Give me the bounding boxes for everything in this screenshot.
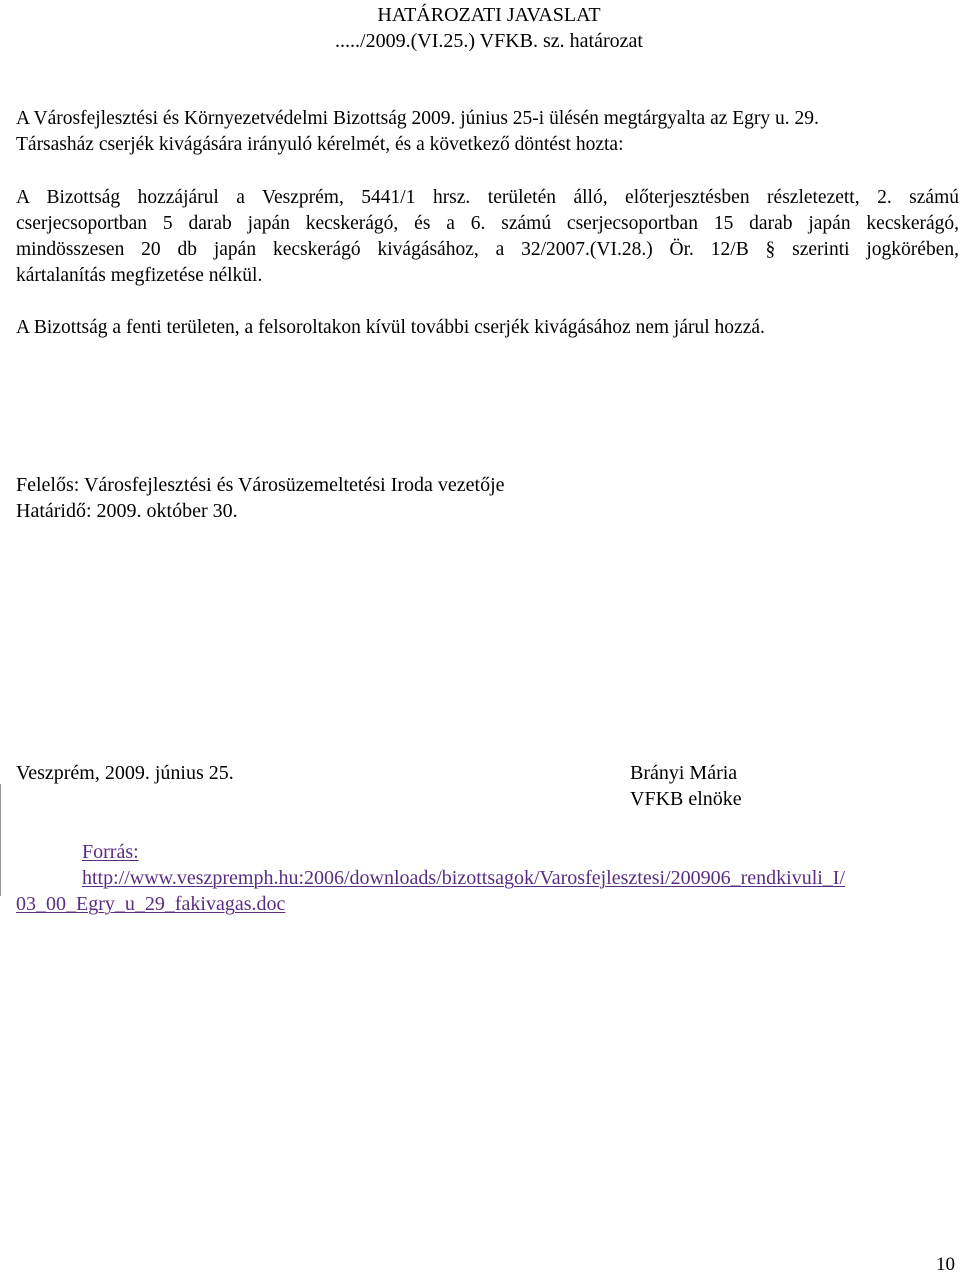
decision-line-3: mindösszesen 20 db japán kecskerágó kivágásához, a 32/2007.(VI.28.) Ör. 12/B § szerinti jogkörében, xyxy=(16,239,959,260)
signatory-name: Brányi Mária xyxy=(630,762,738,784)
document-title: HATÁROZATI JAVASLAT xyxy=(377,4,601,26)
resolution-reference: ...../2009.(VI.25.) VFKB. sz. határozat xyxy=(335,30,643,52)
margin-rule xyxy=(0,784,1,896)
signatory-title: VFKB elnöke xyxy=(630,788,742,810)
place-date: Veszprém, 2009. június 25. xyxy=(16,762,234,784)
responsible-line: Felelős: Városfejlesztési és Városüzemeltetési Iroda vezetője xyxy=(16,474,505,496)
page-number: 10 xyxy=(936,1254,955,1275)
decision-line-1: A Bizottság hozzájárul a Veszprém, 5441/1 hrsz. területén álló, előterjesztésben részletezett, 2. számú xyxy=(16,187,959,208)
source-label-link[interactable]: Forrás: xyxy=(82,841,139,863)
source-url-link-line-2[interactable]: 03_00_Egry_u_29_fakivagas.doc xyxy=(16,893,286,915)
intro-line-2: Társasház cserjék kivágására irányuló kérelmét, és a következő döntést hozta: xyxy=(16,134,624,155)
decision-line-4: kártalanítás megfizetése nélkül. xyxy=(16,265,263,286)
decision-line-2: cserjecsoportban 5 darab japán kecskerágó, és a 6. számú cserjecsoportban 15 darab japán kecskerágó, xyxy=(16,213,959,234)
deadline-line: Határidő: 2009. október 30. xyxy=(16,500,238,522)
intro-line-1: A Városfejlesztési és Környezetvédelmi Bizottság 2009. június 25-i ülésén megtárgyalta az Egry u. 29. xyxy=(16,108,819,129)
refusal-paragraph: A Bizottság a fenti területen, a felsoroltakon kívül további cserjék kivágásához nem járul hozzá. xyxy=(16,317,765,338)
source-url-link-line-1[interactable]: http://www.veszpremph.hu:2006/downloads/bizottsagok/Varosfejlesztesi/200906_rendkivuli_I/ xyxy=(82,867,846,889)
